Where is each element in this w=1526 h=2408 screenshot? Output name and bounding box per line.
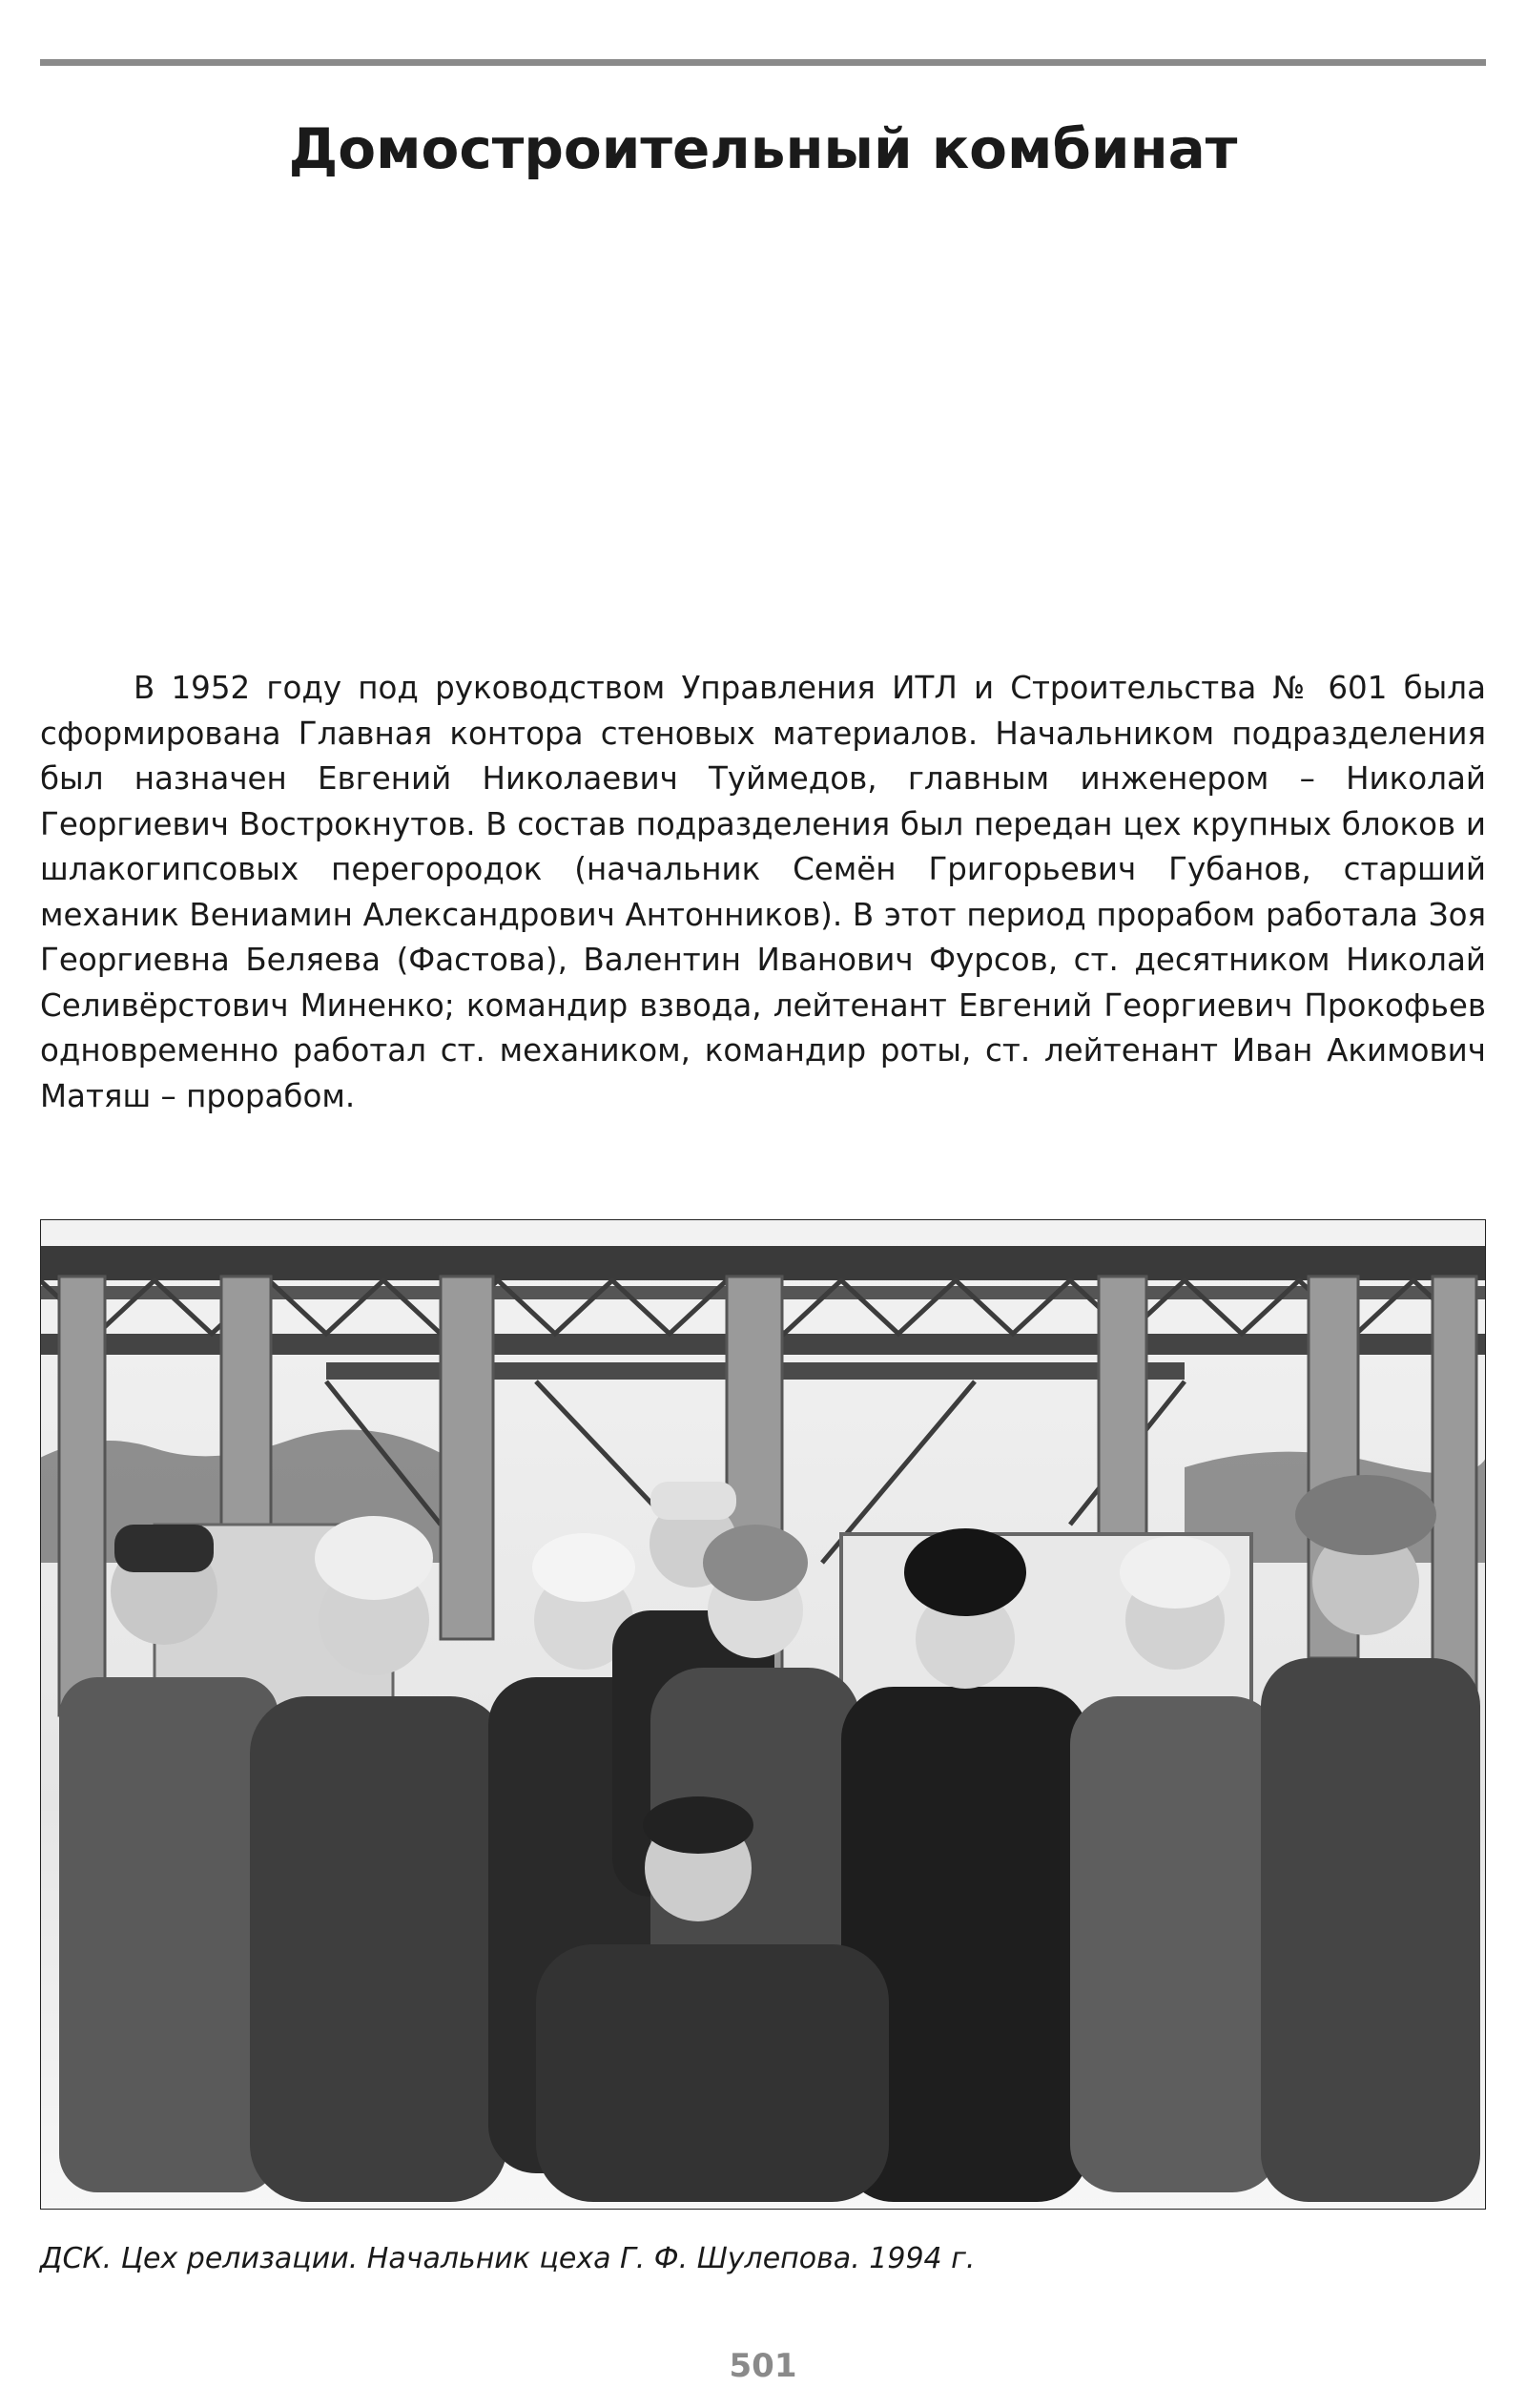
page-number: 501	[729, 2347, 797, 2385]
body-paragraph: В 1952 году под руководством Управления ИТЛ и Строительства № 601 была сформирована Главная контора стеновых материалов. Начальником подразделения был назначен Евгений Николаевич Туймедов, главным инженером – Николай Георгиевич Вострокнутов. В состав подразделения был передан цех крупных блоков и шлакогипсовых перегородок (начальник Семён Григорьевич Губанов, старший механик Вениамин Александрович Антонников). В этот период прорабом работала Зоя Георгиевна Беляева (Фастова), Валентин Иванович Фурсов, ст. десятником Николай Селивёрстович Миненко; командир взвода, лейтенант Евгений Георгиевич Прокофьев одновременно работал ст. механиком, командир роты, ст. лейтенант Иван Акимович Матяш – прорабом.	[40, 670, 1486, 1114]
group-photo	[40, 1219, 1486, 2210]
top-rule	[40, 59, 1486, 66]
page-title: Домостроительный комбинат	[288, 116, 1238, 181]
group-photo-illustration	[40, 1219, 1486, 2210]
photo-caption: ДСК. Цех релизации. Начальник цеха Г. Ф. Шулепова. 1994 г.	[40, 2242, 976, 2275]
